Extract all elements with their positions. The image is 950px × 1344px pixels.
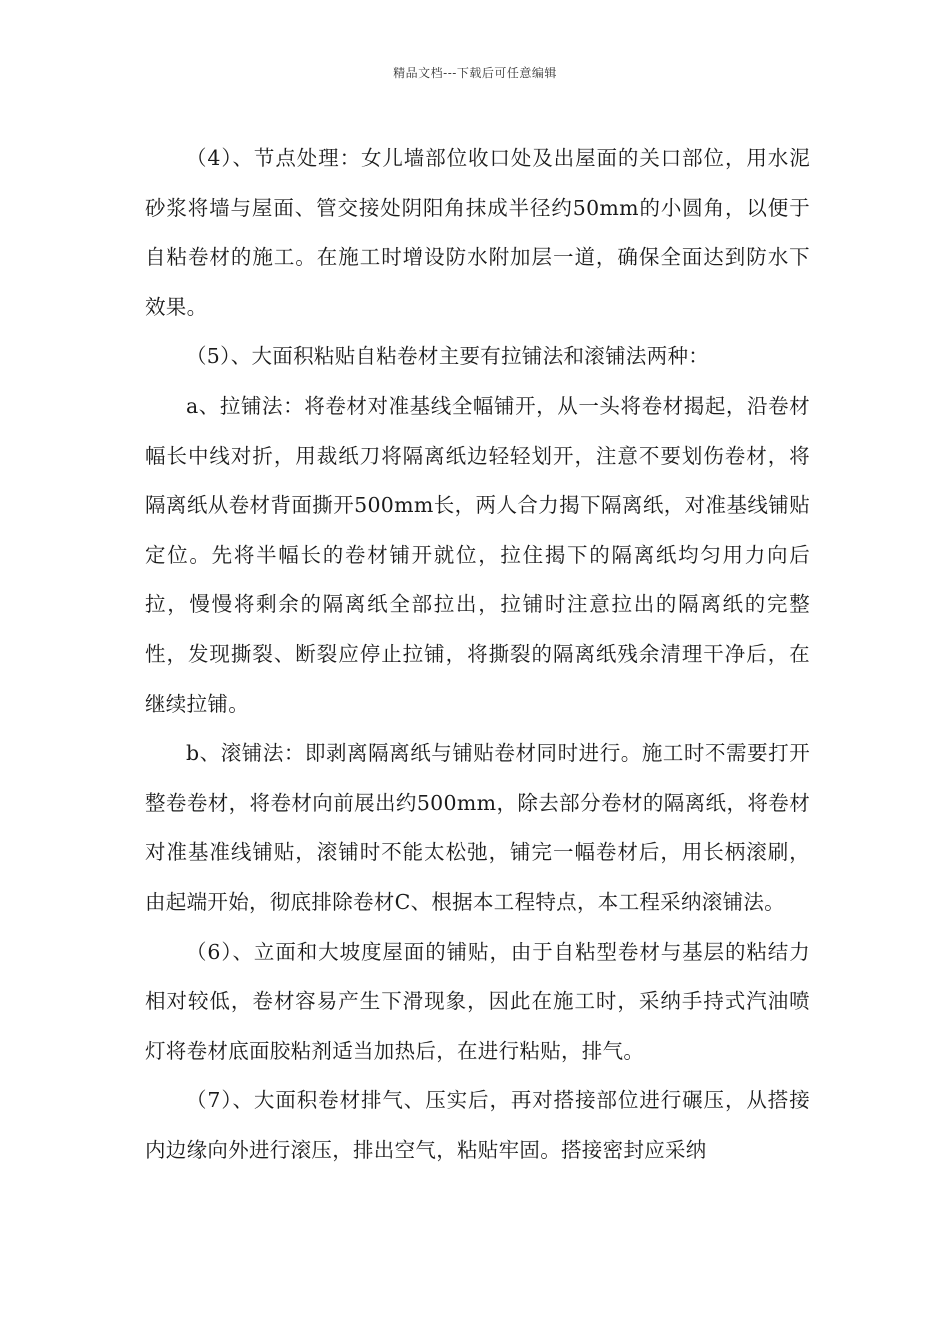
paragraph-pull-method: a、拉铺法：将卷材对准基线全幅铺开，从一头将卷材揭起，沿卷材幅长中线对折，用裁纸刀将隔离纸边轻轻划开，注意不要划伤卷材，将隔离纸从卷材背面撕开500mm长，两人合力揭下隔离纸，对准基线铺贴定位。先将半幅长的卷材铺开就位，拉住揭下的隔离纸均匀用力向后拉，慢慢将剩余的隔离纸全部拉出，拉铺时注意拉出的隔离纸的完整性，发现撕裂、断裂应停止拉铺，将撕裂的隔离纸残余清理干净后，在继续拉铺。 <box>145 393 810 716</box>
paragraph-vertical-surfaces: （6）、立面和大坡度屋面的铺贴，由于自粘型卷材与基层的粘结力相对较低，卷材容易产生下滑现象，因此在施工时，采纳手持式汽油喷灯将卷材底面胶粘剂适当加热后，在进行粘贴，排气。 <box>145 939 810 1063</box>
paragraph-lap-compaction: （7）、大面积卷材排气、压实后，再对搭接部位进行碾压，从搭接内边缘向外进行滚压，排出空气，粘贴牢固。搭接密封应采纳 <box>145 1088 810 1162</box>
page-header: 精品文档---下载后可任意编辑 <box>393 66 557 80</box>
paragraph-roll-method: b、滚铺法：即剥离隔离纸与铺贴卷材同时进行。施工时不需要打开整卷卷材，将卷材向前展出约500mm，除去部分卷材的隔离纸，将卷材对准基准线铺贴，滚铺时不能太松弛，铺完一幅卷材后，用长柄滚刷，由起端开始，彻底排除卷材C、根据本工程特点，本工程采纳滚铺法。 <box>145 741 810 914</box>
paragraph-node-treatment: （4）、节点处理：女儿墙部位收口处及出屋面的关口部位，用水泥砂浆将墙与屋面、管交接处阴阳角抹成半径约50mm的小圆角，以便于自粘卷材的施工。在施工时增设防水附加层一道，确保全面达到防水下效果。 <box>145 146 810 319</box>
document-body <box>145 134 810 1175</box>
paragraph-large-area-methods: （5）、大面积粘贴自粘卷材主要有拉铺法和滚铺法两种： <box>186 344 710 369</box>
